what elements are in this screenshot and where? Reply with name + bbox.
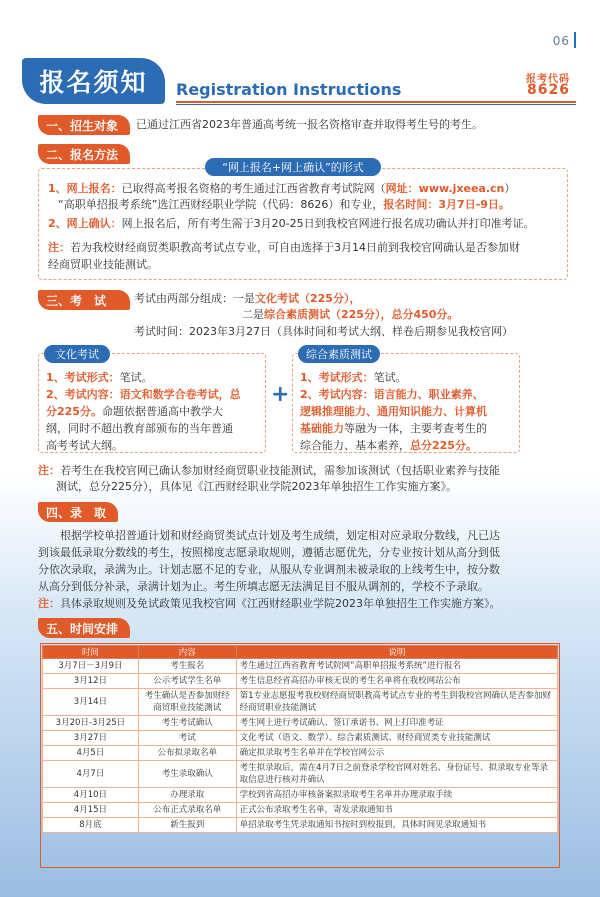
quality-test-line4	[300, 420, 487, 438]
online-registration-line2	[58, 196, 563, 214]
online-confirmation-text: 网上报名后，所有考生需于3月20-25日到我校官网进行报名成功确认并打印准考证。	[121, 217, 535, 230]
table-row	[43, 818, 558, 833]
section-tag-enrollment-target: 一、招生对象	[38, 115, 130, 135]
table-row	[43, 731, 558, 746]
row-time: 8月底	[43, 818, 139, 833]
table-row	[43, 788, 558, 803]
row-time: 3月14日	[43, 689, 139, 716]
row-content: 考生报名	[138, 659, 236, 674]
code-value: 8626	[527, 82, 570, 98]
table-row	[43, 689, 558, 716]
row-time: 4月15日	[43, 803, 139, 818]
header-content: 内容	[138, 646, 236, 659]
page-title: 报名须知	[22, 58, 165, 104]
online-registration-text-end: ）	[504, 182, 516, 195]
culture-exam-score: 文化考试（225分），	[255, 292, 361, 305]
registration-note-line1: 若为我校财经商贸类职教高考试点专业，可自由选择于3月14日前到我校官网确认是否参加财	[70, 241, 520, 254]
online-registration-line2-text: “高职单招报考系统”选江西财经职业学院（代码：8626）和专业，	[58, 198, 384, 211]
row-content: 考试	[138, 731, 236, 746]
table-row	[43, 674, 558, 689]
row-description: 考生通过江西省教育考试院网“高职单招报考系统”进行报名	[236, 659, 557, 674]
row-time: 4月5日	[43, 746, 139, 761]
online-registration-label: 1、网上报名：	[48, 182, 122, 195]
registration-url: 网址：www.jxeea.cn	[385, 182, 505, 195]
culture-exam-form-label: 1、考试形式：	[46, 371, 120, 384]
table-row	[43, 803, 558, 818]
exam-line1-text: 考试由两部分组成：一是	[134, 292, 255, 305]
admission-note-label: 注：	[38, 597, 60, 610]
title-divider-secondary	[176, 104, 576, 105]
plus-icon: +	[271, 382, 290, 407]
header-time: 时间	[43, 646, 139, 659]
section-tag-exam: 三、考 试	[38, 290, 130, 310]
row-description: 考生网上进行考试确认、签订承诺书、网上打印准考证	[236, 716, 557, 731]
row-content: 公示考试学生名单	[138, 674, 236, 689]
culture-exam-line3	[46, 403, 223, 421]
culture-exam-basis: 命题依据普通高中教学大	[101, 405, 223, 418]
code-label: 报考代码	[526, 74, 570, 85]
registration-note-line2: 经商贸职业技能测试。	[48, 258, 158, 271]
exam-note-line1: 若考生在我校官网已确认参加财经商贸职业技能测试，需参加该测试（包括职业素养与技能	[60, 464, 500, 477]
table-row	[43, 659, 558, 674]
quality-test-line3: 逻辑推理能力、通用知识能力、计算机	[300, 405, 487, 418]
row-time: 3月12日	[43, 674, 139, 689]
row-time: 4月7日	[43, 761, 139, 788]
row-content: 新生报到	[138, 818, 236, 833]
quality-test-computer: 基础能力	[300, 422, 344, 435]
registration-form-pill: “网上报名+网上确认”的形式	[205, 158, 381, 176]
row-content: 考生录取确认	[138, 761, 236, 788]
quality-test-abilities: 综合能力、基本素养，	[300, 439, 410, 452]
quality-test-pill: 综合素质测试	[298, 345, 380, 363]
culture-exam-line1	[46, 369, 153, 387]
quality-test-form: 笔试。	[373, 371, 407, 384]
row-time: 3月7日－3月9日	[43, 659, 139, 674]
section-tag-registration-method: 二、报名方法	[38, 144, 130, 164]
page-number-bar	[574, 32, 576, 48]
row-description: 文化考试（语文、数学）、综合素质测试、财经商贸类专业技能测试	[236, 731, 557, 746]
row-content: 公布正式录取名单	[138, 803, 236, 818]
page-title-english: Registration Instructions	[176, 80, 402, 99]
online-confirmation-label: 2、网上确认：	[48, 217, 122, 230]
quality-test-total: 总分225分。	[410, 439, 477, 452]
table-row	[43, 716, 558, 731]
row-description: 第1专业志愿报考我校财经商贸职教高考试点专业的考生到我校官网确认是否参加财经商贸职业技能测试	[236, 689, 557, 716]
exam-note-label: 注：	[38, 464, 60, 477]
row-description: 学校到省高招办审核备案拟录取考生名单并办理录取手续	[236, 788, 557, 803]
row-time: 3月27日	[43, 731, 139, 746]
enrollment-target-text: 已通过江西省2023年普通高考统一报名资格审查并取得考生号的考生。	[136, 118, 483, 131]
row-time: 3月20日-3月25日	[43, 716, 139, 731]
culture-exam-line5: 高考考试大纲。	[46, 439, 123, 452]
admission-line4: 从高分到低分补录，录满计划为止。考生所填志愿无法满足目不服从调剂的，学校不予录取。	[38, 580, 489, 593]
quality-test-form-label: 1、考试形式：	[300, 371, 374, 384]
quality-test-line5	[300, 437, 477, 455]
row-description: 考生信息经省高招办审核无误的考生名单将在我校网站公布	[236, 674, 557, 689]
row-content: 公布拟录取名单	[138, 746, 236, 761]
admission-note	[38, 595, 568, 613]
row-description: 考生拟录取后，需在4月7日之前登录学校官网对姓名、身份证号、拟录取专业等录取信息进行核对并确认	[236, 761, 557, 788]
title-divider	[176, 101, 576, 103]
quality-test-score: 综合素质测试（225分），总分450分。	[264, 308, 459, 321]
admission-note-text: 具体录取规则及免试政策见我校官网《江西财经职业学院2023年单独招生工作实施方案》。	[60, 597, 501, 610]
quality-test-line1	[300, 369, 407, 387]
row-content: 考生考试确认	[138, 716, 236, 731]
quality-test-integration: 等融为一体，主要考查考生的	[344, 422, 487, 435]
header-description: 说明	[236, 646, 557, 659]
schedule-table	[42, 645, 558, 833]
culture-exam-line4: 纲，同时不超出教育部颁布的当年普通	[46, 422, 233, 435]
exam-line2	[242, 306, 458, 324]
culture-exam-pill: 文化考试	[44, 345, 110, 363]
section-tag-admission: 四、录 取	[38, 502, 118, 522]
section-tag-schedule: 五、时间安排	[38, 618, 130, 638]
registration-time: 报名时间：3月7日-9日。	[383, 198, 510, 211]
registration-note	[48, 239, 563, 257]
exam-time: 考试时间：2023年3月27日（具体时间和考试大纲、样卷后期参见我校官网）	[134, 325, 513, 338]
row-description: 正式公布录取考生名单，寄发录取通知书	[236, 803, 557, 818]
online-confirmation-item	[48, 215, 563, 233]
culture-exam-line2: 2、考试内容：语文和数学合卷考试，总	[46, 388, 241, 401]
row-content: 考生确认是否参加财经商贸职业技能测试	[138, 689, 236, 716]
row-description: 单招录取考生凭录取通知书按时到校报到，具体时间见录取通知书	[236, 818, 557, 833]
exam-note-line2: 测试，总分225分），具体见《江西财经职业学院2023年单独招生工作实施方案》。	[56, 480, 457, 493]
row-content: 办理录取	[138, 788, 236, 803]
admission-line3: 分依次录取，录满为止。计划志愿不足的专业，从服从专业调剂未被录取的上线考生中，按分数	[38, 563, 500, 576]
row-description: 确定拟录取考生名单并在学校官网公示	[236, 746, 557, 761]
table-row	[43, 761, 558, 788]
exam-line2-text: 二是	[242, 308, 264, 321]
quality-test-line2: 2、考试内容：语言能力、职业素养、	[300, 388, 484, 401]
online-registration-text: 已取得高考报名资格的考生通过江西省教育考试院网（	[121, 182, 386, 195]
culture-exam-form: 笔试。	[119, 371, 153, 384]
page-number: 06	[552, 34, 570, 48]
admission-line1: 根据学校单招普通计划和财经商贸类试点计划及考生成绩，划定相对应录取分数线，凡已达	[38, 529, 500, 542]
row-time: 4月10日	[43, 788, 139, 803]
registration-note-label: 注：	[48, 241, 70, 254]
admission-line2: 到该最低录取分数线的考生，按照梯度志愿录取规则，遵循志愿优先，分专业按计划从高分到低	[38, 546, 500, 559]
culture-exam-total: 分225分。	[46, 405, 102, 418]
table-header-row	[43, 646, 558, 659]
table-row	[43, 746, 558, 761]
